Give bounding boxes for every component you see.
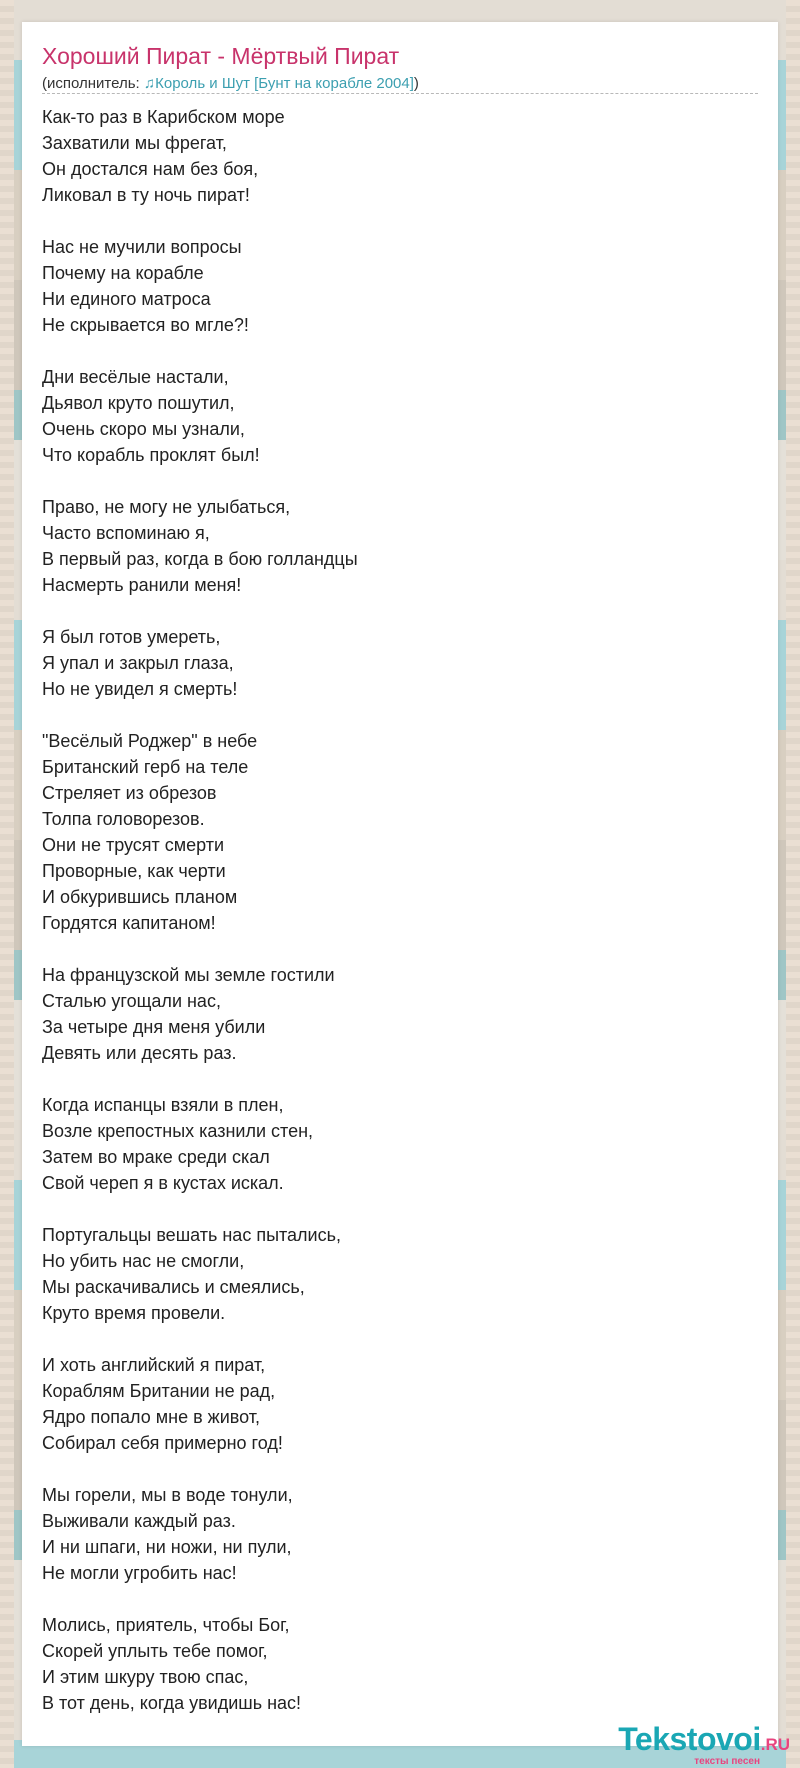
- artist-prefix: (исполнитель:: [42, 75, 144, 92]
- artist-suffix: ): [413, 75, 419, 92]
- lyrics-line: Они не трусят смерти: [42, 835, 225, 855]
- lyrics-card: [22, 22, 778, 1746]
- logo-name: Tekstovoi: [618, 1721, 761, 1757]
- lyrics-line: Я был готов умереть,: [42, 627, 221, 647]
- lyrics-line: Дьявол круто пошутил,: [42, 393, 235, 413]
- lyrics-stanza: [42, 104, 358, 208]
- lyrics-stanza: [42, 364, 358, 468]
- lyrics-line: Часто вспоминаю я,: [42, 523, 210, 543]
- lyrics-line: Британский герб на теле: [42, 757, 249, 777]
- lyrics-line: В первый раз, когда в бою голландцы: [42, 549, 358, 569]
- lyrics-line: Кораблям Британии не рад,: [42, 1381, 276, 1401]
- lyrics-line: На французской мы земле гостили: [42, 965, 335, 985]
- lyrics-line: Но убить нас не смогли,: [42, 1251, 245, 1271]
- album-link[interactable]: [Бунт на корабле 2004]: [249, 75, 414, 92]
- logo-tagline: тексты песен: [694, 1756, 760, 1767]
- lyrics-stanza: [42, 962, 358, 1066]
- lyrics-line: Но не увидел я смерть!: [42, 679, 238, 699]
- lyrics-line: В тот день, когда увидишь нас!: [42, 1693, 302, 1713]
- lyrics-line: Проворные, как черти: [42, 861, 226, 881]
- lyrics-stanza: [42, 1482, 358, 1586]
- lyrics-line: Очень скоро мы узнали,: [42, 419, 245, 439]
- lyrics-stanza: [42, 1222, 358, 1326]
- lyrics-line: Нас не мучили вопросы: [42, 237, 242, 257]
- lyrics-line: Что корабль проклят был!: [42, 445, 260, 465]
- lyrics-line: Сталью угощали нас,: [42, 991, 221, 1011]
- lyrics-stanza: [42, 1352, 358, 1456]
- lyrics-line: И хоть английский я пират,: [42, 1355, 266, 1375]
- lyrics-line: Я упал и закрыл глаза,: [42, 653, 234, 673]
- lyrics-line: Дни весёлые настали,: [42, 367, 229, 387]
- lyrics-stanza: [42, 1092, 358, 1196]
- song-title: Хороший Пират - Мёртвый Пират: [42, 43, 400, 69]
- lyrics-line: Как-то раз в Карибском море: [42, 107, 285, 127]
- lyrics-line: Насмерть ранили меня!: [42, 575, 242, 595]
- lyrics-line: И ни шпаги, ни ножи, ни пули,: [42, 1537, 292, 1557]
- lyrics-line: Гордятся капитаном!: [42, 913, 216, 933]
- lyrics-line: Мы раскачивались и смеялись,: [42, 1277, 305, 1297]
- lyrics-line: Право, не могу не улыбаться,: [42, 497, 291, 517]
- lyrics-line: Не скрывается во мгле?!: [42, 315, 249, 335]
- lyrics-line: Выживали каждый раз.: [42, 1511, 236, 1531]
- lyrics-line: Собирал себя примерно год!: [42, 1433, 283, 1453]
- lyrics-line: За четыре дня меня убили: [42, 1017, 266, 1037]
- lyrics-line: Когда испанцы взяли в плен,: [42, 1095, 284, 1115]
- lyrics-line: Свой череп я в кустах искал.: [42, 1173, 284, 1193]
- lyrics-stanza: [42, 234, 358, 338]
- lyrics-line: Ядро попало мне в живот,: [42, 1407, 260, 1427]
- lyrics-line: Затем во мраке среди скал: [42, 1147, 270, 1167]
- lyrics-line: И обкурившись планом: [42, 887, 238, 907]
- lyrics-line: Толпа головорезов.: [42, 809, 205, 829]
- lyrics-line: Ликовал в ту ночь пират!: [42, 185, 250, 205]
- lyrics-line: Ни единого матроса: [42, 289, 211, 309]
- artist-line: [42, 75, 419, 92]
- artist-link[interactable]: Король и Шут: [155, 75, 250, 92]
- lyrics-line: "Весёлый Роджер" в небе: [42, 731, 258, 751]
- lyrics-line: Круто время провели.: [42, 1303, 226, 1323]
- header-divider: [42, 93, 758, 94]
- lyrics-stanza: [42, 494, 358, 598]
- lyrics-stanza: [42, 624, 358, 702]
- lyrics-line: И этим шкуру твою спас,: [42, 1667, 249, 1687]
- lyrics-line: Мы горели, мы в воде тонули,: [42, 1485, 293, 1505]
- lyrics-line: Он достался нам без боя,: [42, 159, 259, 179]
- lyrics-line: Возле крепостных казнили стен,: [42, 1121, 314, 1141]
- lyrics-line: Португальцы вешать нас пытались,: [42, 1225, 341, 1245]
- lyrics-line: Не могли угробить нас!: [42, 1563, 237, 1583]
- lyrics-stanza: [42, 728, 358, 936]
- lyrics-stanza: [42, 1612, 358, 1716]
- lyrics-line: Девять или десять раз.: [42, 1043, 237, 1063]
- site-logo[interactable]: [618, 1721, 790, 1767]
- lyrics-line: Скорей уплыть тебе помог,: [42, 1641, 268, 1661]
- lyrics-line: Стреляет из обрезов: [42, 783, 217, 803]
- logo-tld: .RU: [760, 1735, 790, 1754]
- lyrics-line: Захватили мы фрегат,: [42, 133, 227, 153]
- lyrics-body: [42, 104, 358, 1742]
- lyrics-line: Почему на корабле: [42, 263, 204, 283]
- right-decorative-border: [786, 0, 800, 1768]
- left-decorative-border: [0, 0, 14, 1768]
- music-note-icon: ♫: [143, 75, 156, 92]
- lyrics-line: Молись, приятель, чтобы Бог,: [42, 1615, 290, 1635]
